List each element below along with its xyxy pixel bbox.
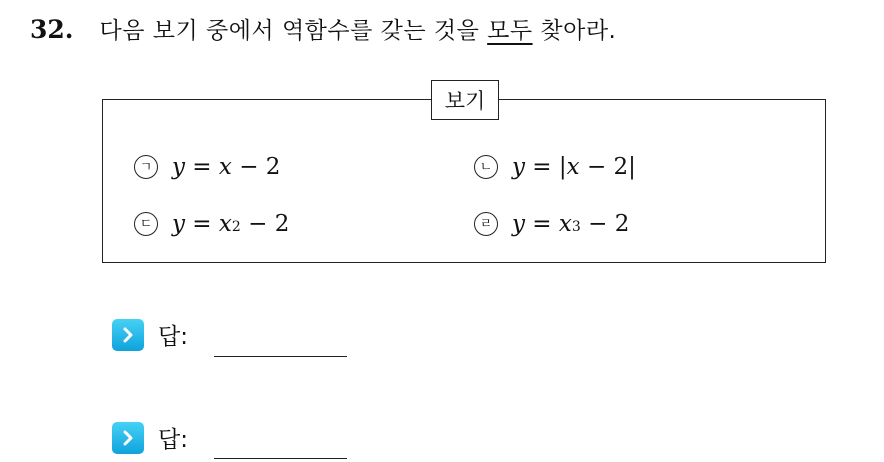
chevron-right-icon <box>112 319 144 351</box>
formula-nieun: y = | x − 2| <box>512 154 636 180</box>
formula-giyeok: y = x − 2 <box>172 154 281 180</box>
answer-label: 답: <box>158 427 188 453</box>
question-text <box>100 12 617 45</box>
formula-rieul: y = x 3 − 2 <box>512 211 630 237</box>
circled-marker-digeut: ㄷ <box>134 212 158 236</box>
answer-row-1 <box>112 318 188 351</box>
formula-digeut: y = x 2 − 2 <box>172 211 290 237</box>
circled-marker-giyeok: ㄱ <box>134 155 158 179</box>
bogi-item-giyeok <box>134 154 280 180</box>
answer-label: 답: <box>158 324 188 350</box>
circled-marker-nieun: ㄴ <box>474 155 498 179</box>
question-underlined-word: 모두 <box>487 18 533 44</box>
bogi-item-rieul <box>474 211 629 237</box>
question-text-after: 찾아라. <box>532 18 617 44</box>
question-number: 32. <box>30 15 74 44</box>
circled-marker-rieul: ㄹ <box>474 212 498 236</box>
bogi-item-nieun <box>474 154 636 180</box>
question-text-before: 다음 보기 중에서 역함수를 갖는 것을 <box>99 18 488 44</box>
question-header <box>30 12 616 45</box>
bogi-title: 보기 <box>431 80 499 120</box>
bogi-item-digeut <box>134 211 289 237</box>
answer-row-2 <box>112 421 188 454</box>
bogi-box <box>102 99 826 263</box>
answer-blank-1[interactable] <box>214 356 347 357</box>
answer-blank-2[interactable] <box>214 458 347 459</box>
chevron-right-icon <box>112 422 144 454</box>
